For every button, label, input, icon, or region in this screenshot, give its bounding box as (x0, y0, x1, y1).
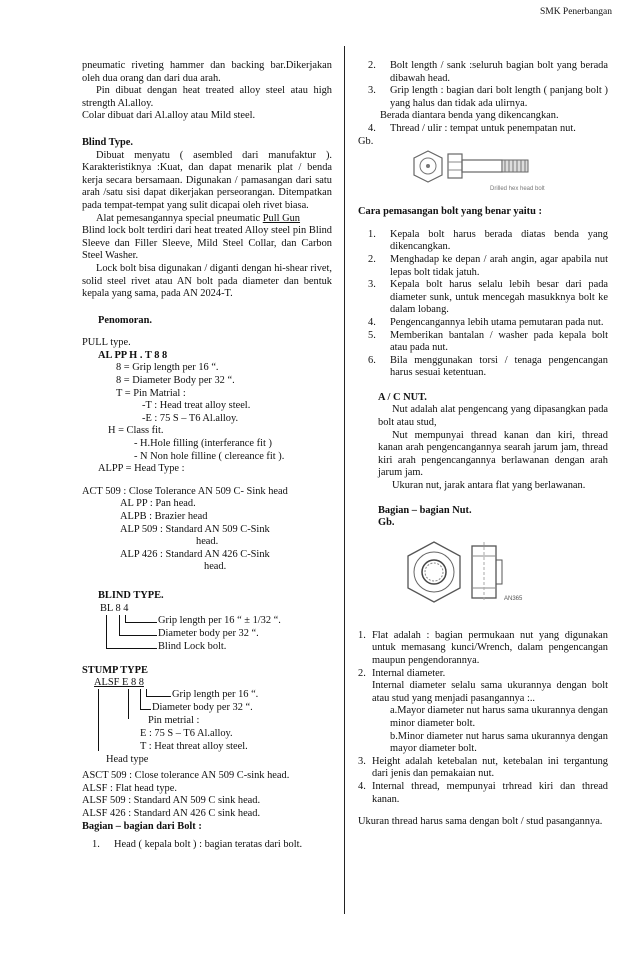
ukuran-thread-paragraph: Ukuran thread harus sama dengan bolt / stud pasangannya. (358, 816, 603, 828)
alsf-label-diameter: Diameter body per 32 “. (152, 702, 253, 714)
alsf-code-diagram (82, 677, 332, 766)
list-item: 2. Menghadap ke depan / arah angin, agar apabila nut lepas bolt tidak jatuh. (368, 253, 608, 278)
bl-code: BL 8 4 (100, 602, 129, 614)
nut-figure-caption: AN365 (504, 595, 523, 602)
act-item: head. (196, 536, 219, 548)
nut-illustration (358, 530, 608, 622)
berada-line: Berada diantara benda yang dikencangkan. (380, 110, 559, 122)
page-header: SMK Penerbangan (539, 7, 612, 17)
list-item: 4. Thread / ulir : tempat untuk penempatan nut. (368, 122, 576, 134)
ac-nut-paragraph-2: Nut mempunyai thread kanan dan kiri, thread kanan arah pengencangannya searah jarum jam, thread kiri arah pengencangannya berlawanan dengan arah jarum jam. (378, 429, 608, 479)
internal-diameter-b: b.Minor diameter nut harus sama ukurannya dengan mayor diameter bolt. (390, 730, 608, 755)
bolt-parts-list (82, 839, 332, 852)
internal-diameter-a: a.Mayor diameter nut harus sama ukurannya dengan minor diameter bolt. (390, 705, 608, 729)
pull-line: - N Non hole filline ( clereance fit ). (134, 450, 285, 462)
list-item: 4. Internal thread, mempunyai trhread kiri dan thread kanan. (358, 780, 608, 805)
asct-line: ALSF 426 : Standard AN 426 C sink head. (82, 807, 261, 819)
pull-gun-term: Pull Gun (262, 212, 301, 224)
pull-type-label: PULL type. (82, 337, 131, 349)
asct-line: ALSF : Flat head type. (82, 782, 177, 794)
list-item: 3. Grip length : bagian dari bolt length ( panjang bolt ) yang halus dan tidak ada ulirnya. (368, 85, 608, 109)
list-item: 6. Bila menggunakan torsi / tenaga pengencangan harus sesuai ketentuan. (368, 354, 608, 379)
list-item: 3. Height adalah ketebalan nut, ketebalan ini tergantung dari jenis dan pemakaian nut. (358, 755, 608, 780)
list-item: 1. Head ( kepala bolt ) : bagian teratas dari bolt. (92, 839, 303, 851)
bolt-parts-list-cont-2 (358, 123, 608, 136)
act-line: ACT 509 : Close Tolerance AN 509 C- Sink head (82, 485, 288, 497)
blind-paragraph-3: Blind lock bolt terdiri dari heat treated Alloy steel pin Blind Sleeve dan Filler Sleeve, Mild Steel Collar, dan Carbon Steel Washer. (82, 225, 332, 262)
bagian-bolt-heading: Bagian – bagian dari Bolt : (82, 820, 202, 832)
pull-line: H = Class fit. (108, 425, 164, 437)
alsf-label-head: Head type (106, 754, 149, 766)
blind-paragraph-2 (82, 213, 332, 226)
alsf-label-grip: Grip length per 16 “. (172, 689, 259, 701)
ac-nut-heading: A / C NUT. (378, 391, 427, 403)
list-item: 4. Pengencangannya lebih utama pemutaran pada nut. (368, 316, 604, 328)
act-item: ALP 509 : Standard AN 509 C-Sink (120, 523, 270, 535)
act-item: ALPB : Brazier head (120, 511, 208, 522)
pull-line: -T : Head treat alloy steel. (142, 400, 251, 412)
blind-type-2-heading: BLIND TYPE. (98, 589, 164, 601)
list-item: 1. Kepala bolt harus berada diatas benda yang dikencangkan. (368, 228, 608, 253)
list-item: 2. Bolt length / sank :seluruh bagian bolt yang berada dibawah head. (368, 60, 608, 84)
pull-line: T = Pin Matrial : (116, 387, 186, 399)
pull-line: -E : 75 S – T6 Al.alloy. (142, 412, 239, 424)
act-item: head. (204, 561, 227, 573)
pull-line: 8 = Diameter Body per 32 “. (116, 375, 235, 387)
right-column (358, 60, 608, 829)
act-item: ALP 426 : Standard AN 426 C-Sink (120, 548, 270, 560)
blind-type-heading: Blind Type. (82, 136, 134, 148)
nut-parts-list (358, 630, 608, 680)
alsf-label-e: E : 75 S – T6 Al.alloy. (140, 728, 233, 740)
list-item: 1. Flat adalah : bagian permukaan nut yang digunakan untuk memasang kunci/Wrench, dalam pengencangan maupun pengendorannya. (358, 629, 608, 666)
bolt-figure (358, 148, 608, 202)
ac-nut-paragraph-3: Ukuran nut, jarak antara flat yang berlawanan. (392, 480, 586, 492)
list-item: 5. Memberikan bantalan / washer pada kepala bolt atau pada nut. (368, 329, 608, 354)
bl-label-diameter: Diameter body per 32 “. (158, 627, 259, 639)
nut-parts-list-cont (358, 756, 608, 806)
pull-gun-intro: Alat pemesangannya special pneumatic (96, 212, 263, 224)
cara-pemasangan-heading: Cara pemasangan bolt yang benar yaitu : (358, 206, 542, 218)
blind-paragraph-4: Lock bolt bisa digunakan / diganti dengan hi-shear rivet, solid steel rivet atau AN bolt pada diameter dan bentuk kepala yang sama, pada AN 2024-T. (82, 262, 332, 300)
drilled-hex-bolt-illustration (358, 148, 608, 202)
asct-line: ASCT 509 : Close tolerance AN 509 C-sink head. (82, 770, 290, 782)
bl-code-diagram (82, 603, 332, 655)
pull-line: - H.Hole filling (interferance fit ) (134, 438, 272, 450)
cara-pemasangan-list (358, 229, 608, 380)
column-divider (344, 46, 345, 914)
bl-label-grip: Grip length per 16 “ ± 1/32 “. (158, 614, 281, 626)
list-item: 2. Internal diameter. (358, 667, 446, 679)
bl-label-blind: Blind Lock bolt. (158, 640, 227, 652)
stump-type-heading: STUMP TYPE (82, 664, 148, 676)
internal-diameter-paragraph: Internal diameter selalu sama ukurannya dengan bolt atau stud yang menjadi pasangannya :.. (372, 680, 608, 704)
bolt-figure-caption: Drilled hex head bolt (490, 186, 545, 193)
alsf-label-pin: Pin metrial : (148, 715, 200, 727)
bolt-parts-list-cont (358, 60, 608, 110)
penomoran-heading: Penomoran. (98, 314, 152, 326)
pin-paragraph: Pin dibuat dengan heat treated alloy steel atau high strength Al.alloy. (82, 85, 332, 109)
colar-paragraph: Colar dibuat dari Al.alloy atau Mild steel. (82, 110, 256, 122)
pull-line: ALPP = Head Type : (98, 463, 185, 475)
list-item: 3. Kepala bolt harus selalu lebih besar dari pada diameter sunk, untuk mencegah masukknya bolt ke dalam lobang. (368, 279, 608, 316)
alsf-label-t: T : Heat threat alloy steel. (140, 741, 248, 753)
ac-nut-paragraph-1: Nut adalah alat pengencang yang dipasangkan pada bolt atau stud, (378, 404, 608, 429)
left-column (82, 60, 332, 852)
asct-line: ALSF 509 : Standard AN 509 C sink head. (82, 795, 261, 807)
pull-line: 8 = Grip length per 16 “. (116, 362, 219, 374)
gb-label: Gb. (358, 135, 374, 147)
gb2-label: Gb. (378, 517, 395, 529)
bagian-nut-heading: Bagian – bagian Nut. (378, 504, 472, 516)
nut-figure (358, 530, 608, 622)
blind-paragraph-1: Dibuat menyatu ( asembled dari manufaktur ). Karakteristiknya :Kuat, dan dapat menarik plat / benda kerja secara bersamaan. Digunakan / pamasangan dari satu arah /satu sisi dapat dikerjakan perseorangan. Ditempatkan pada tempat-tempat yang sulit dicapai oleh rivet biasa. (82, 149, 332, 211)
intro-paragraph: pneumatic riveting hammer dan backing bar.Dikerjakan oleh dua orang dan dari dua arah. (82, 60, 332, 84)
pull-code: AL PP H . T 8 8 (98, 349, 168, 361)
alsf-code: ALSF E 8 8 (94, 677, 144, 689)
act-item: AL PP : Pan head. (120, 498, 196, 510)
